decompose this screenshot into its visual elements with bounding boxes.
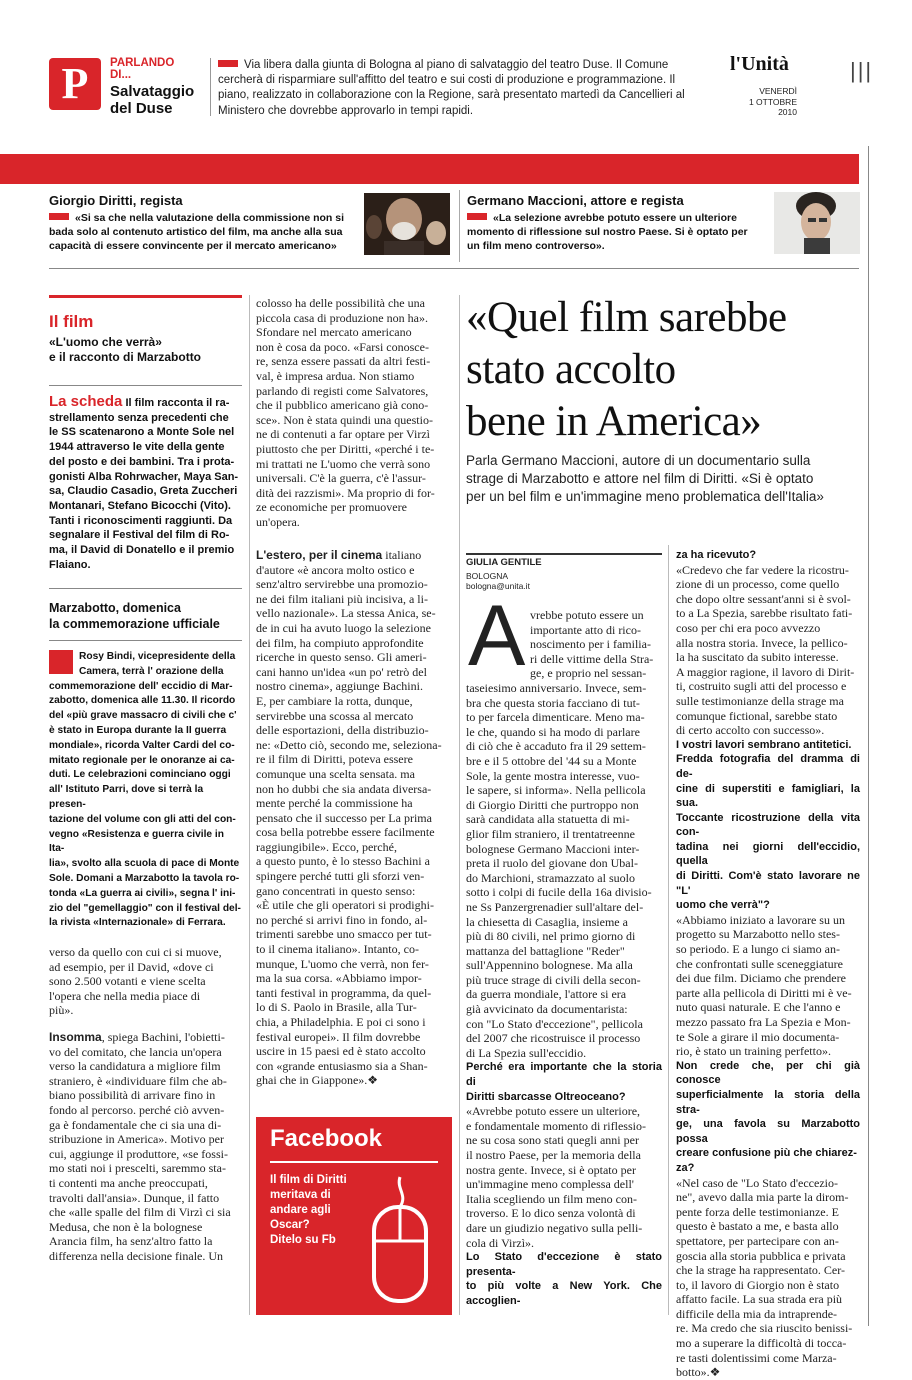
section-logo: P [49,58,101,110]
text-line: ma la sua corsa. «Abbiamo impor- [256,971,422,986]
text-line: colosso ha delle possibilità che una [256,296,425,310]
text-line: vello nazionale». La stessa Anica, se- [256,606,436,621]
text-line: mezzo passato fra La Spezia e Mon- [676,1015,851,1029]
text-line: Italia scegliendo un film meno con- [466,1191,637,1206]
question-line: Toccante ricostruzione della vita con- [676,811,860,839]
col-divider-1 [249,295,250,1315]
text-line: di certo accolto con successo». [676,723,825,738]
text-line: re il film di Diritti, poteva essere [256,752,413,767]
text-line: affatto facile. La sua strada era più [676,1292,843,1307]
text-line: to a La Spezia, sarebbe risultato fati- [676,606,853,621]
text-line: cui, aggiunge il produttore, «se fossi- [49,1146,228,1161]
text-line: piccola casa di produzione non ha». [256,310,428,325]
text-line: con «grande entusiasmo sia a Shan- [256,1058,428,1073]
text-line: botto».❖ [676,1365,721,1380]
byline-email[interactable]: bologna@unita.it [466,581,530,591]
text-line: zione di un processo, come quello [676,577,840,592]
text-line: comunque una scelta sensata. ma [256,766,415,781]
text-line: ge, e proprio nel sessan- [530,666,647,681]
headline: «Quel film sarebbe stato accolto bene in America» [466,294,787,445]
marzabotto-title: Marzabotto, domenica la commemorazione ufficiale [49,601,220,631]
text-line: un'opera. [256,514,300,529]
question-line: creare confusione più che chiarez- [676,1147,857,1160]
text-line: già avvicinato da documentarista: [466,1002,628,1017]
text-line: dare un giudizio negativo sulla pelli- [466,1220,643,1235]
text-line: preta il ruolo del giovane don Ubal- [466,856,638,871]
text-line: «È utile che gli operatori si prodighi- [256,898,434,913]
text-line: sulle testimonianze della strage ma [676,693,844,708]
text-line: spettatore, per partecipare con an- [676,1233,839,1248]
text-line: difficile della mia da intraprende- [676,1306,838,1321]
text-line: mente perché la commissione ha [256,796,413,811]
text-line: ne Ss Panzergrenadier sull'altare del- [466,899,644,914]
text-line: ghai che in Giappone».❖ [256,1073,379,1088]
text-line: munque, L'uomo che verrà, non fer- [256,956,429,971]
film-subtitle: «L'uomo che verrà» e il racconto di Marzabotto [49,335,202,364]
question-line: I vostri lavori sembrano antitetici. [676,738,852,751]
mouse-icon [368,1177,432,1307]
text-line: con "Lo Stato d'eccezione", pellicola [466,1016,643,1031]
text-line: to il cinema italiano». Intanto, co- [256,942,419,957]
text-line: a questo punto, è lo stesso Bachini a [256,854,430,869]
text-line: vo del comitato, che lancia un'opera [49,1044,222,1059]
facebook-box[interactable] [256,1117,452,1315]
text-line: un'immagine meno complessa dell' [466,1177,634,1192]
text-line: ne", avevo dalla mia parte la dirom- [676,1190,849,1205]
insomma-lead: Insomma [49,1029,102,1044]
masthead-logo: l'Unità [730,53,789,75]
text-line: pente forza delle testimonianze. E [676,1204,839,1219]
text-line: uscire in 15 paesi ed è stato accolto [256,1044,426,1059]
text-line: progetto su Marzabotto nello stes- [676,927,840,942]
scheda-label: La scheda [49,393,123,410]
text-line: mi trattati ne L'uomo che verrà sono [256,456,431,471]
text-line: ne su cosa sono stati quegli anni per [466,1133,639,1148]
text-line: cola di Virzì». [466,1235,535,1250]
text-line: comunque fictional, sarebbe stato [676,708,838,723]
text-line: ze economiche per promuovere [256,500,407,515]
sidebar-rule-3 [49,640,242,641]
text-line: ri delle vittime della Stra- [530,651,654,666]
issue-date: VENERDÌ 1 OTTOBRE 2010 [748,86,797,117]
text-line: di ciò che è accaduto fra il 29 settem- [466,739,646,754]
section-lead: L'estero, per il cinema italiano [256,548,422,562]
text-line: do Marchioni, stramazzato al suolo [466,870,635,885]
text-line: che confrontati sulle sceneggiature [676,956,843,971]
marzabotto-text: Rosy Bindi, vicepresidente della Camera, terrà l' orazione della commemorazione dell' eccidio di Mar- zabotto, domenica alle 11.30. Il ricordo del «più grave massacro di civili che c' è stato in Europa durante la II guerra mondiale», ricorda Valter Cardi del co- mitato regionale per le onoranze ai ca- duti. Le celebrazioni cominciano oggi all' Istituto Parri, dove si terrà la presen- tazione del volume con gli atti del con- vegno «Resistenza e guerra civile in Ita- lia», svolto alla scuola di pace di Monte Sole. Domani a Marzabotto la tavola ro- tonda «La guerra ai civili», segna l' ini- zio del "gemellaggio" con il festival del- la rivista «Internazionale» di Ferrara. [49,651,241,929]
text-line: ti, costruito sugli atti del processo e [676,679,847,694]
text-line: stribuzione in America». Motivo per [49,1132,224,1147]
text-line: differenza nella decisione finale. Un [49,1248,224,1263]
text-line: festival europei». Il film dovrebbe [256,1029,421,1044]
byline: GIULIA GENTILE BOLOGNA bologna@unita.it [466,558,662,592]
text-line: fondo al percorso. perché ciò avven- [49,1102,225,1117]
text-line: Arancia film, ha senz'altro fatto la [49,1234,213,1249]
text-line: sull'Appennino bolognese. Ma alla [466,958,633,973]
text-line: Sole, la gente mostra interesse, vuo- [466,768,640,783]
text-line: to, il lavoro di Giorgio non è stato [676,1277,840,1292]
question-line: tadina nei giorni dell'eccidio, quella [676,840,860,868]
text-line: dei due film. Diciamo che prendere [676,971,846,986]
question-line: Perché era importante che la storia di [466,1061,662,1089]
facebook-title: Facebook [270,1125,383,1152]
red-band [0,154,859,184]
text-line: non è cosa da poco. «Farsi conosce- [256,339,429,354]
text-line: so periodo. E a lungo ci siamo an- [676,942,840,957]
maccioni-photo [774,192,860,254]
column-4-text [676,548,860,1380]
text-line: la ha suscitato da subito interesse. [676,650,839,665]
text-line: che il pubblico americano già cono- [256,398,429,413]
text-line: biano possibilità di arrivare fino in [49,1088,216,1103]
text-line: «Nel caso de "Lo Stato d'eccezio- [676,1175,838,1190]
text-line: universali. C'è la guerra, c'è l'assur- [256,471,426,486]
question-line: za ha ricevuto? [676,549,757,561]
header-divider [210,58,211,116]
text-line: rio, è stato un training perfetto». [676,1044,831,1059]
insomma-line: Insomma, spiega Bachini, l'obietti- [49,1029,225,1044]
question-line: ge, una favola su Marzabotto possa [676,1118,860,1145]
text-line: importante atto di rico- [530,622,641,637]
text-line: ne di contenuti a far optare per Virzì [256,427,430,442]
text-line: gano concentrati in questo senso: [256,883,416,898]
question-line: uomo che verrà"? [676,899,770,912]
text-line: trimenti sarebbe uno smacco per tut- [256,927,432,942]
text-line: di Giorgio Diritti che purtroppo non [466,797,639,812]
text-line: goscia alla storia pubblica e privata [676,1248,846,1263]
text-line: ad esempio, per il David, «dove ci [49,959,214,974]
text-line: dità dei razzismi». Ma proprio di for- [256,485,435,500]
text-line: cosa bella potrebbe essere facilmente [256,825,435,840]
text-line: mo a superare la difficoltà di tocca- [676,1336,847,1351]
text-line: pensato che il successo per La prima [256,810,432,825]
text-line: ricerche in questo senso. Gli ameri- [256,650,427,665]
text-line: glior film straniero, il trentatreenne [466,826,635,841]
text-line: le sapere, si informa». Nella pellicola [466,783,646,798]
question-line: Fredda fotografia del dramma di de- [676,753,860,780]
sidebar-rule-2 [49,588,242,589]
dropcap: A [468,588,526,684]
question-line: superficialmente la storia della stra- [676,1088,860,1116]
text-line: cani hanno un'idea «un po' retrò del [256,664,427,679]
text-line: sotto i colpi di fucile della 16a divisio- [466,885,652,900]
byline-author: GIULIA GENTILE [466,557,542,568]
question-line: to più volte a New York. Che accoglien- [466,1280,662,1307]
text-line: «Abbiamo iniziato a lavorare su un [676,912,845,927]
page-marks: ||| [850,58,874,83]
text-line: no perché si arrivi fino in fondo, al- [256,912,428,927]
byline-rule [466,553,662,555]
text-line: verso da quello con cui ci si muove, [49,945,222,959]
text-line: nostro cinema», aggiunge Bachini. [256,679,423,694]
column-2b-text [256,548,452,1088]
text-line: non ho dubbi che sia andata diversa- [256,781,432,796]
text-line: sono 2.500 votanti e viene scelta [49,974,206,989]
text-line: verso la candidatura a migliore film [49,1059,221,1074]
text-line: «Avrebbe potuto essere un ulteriore, [466,1104,641,1119]
sidebar-rule-1 [49,385,242,386]
text-line: che dopo oltre sessant'anni si è svol- [676,591,851,606]
text-line: de in cui ha avuto luogo la selezione [256,620,431,635]
text-line: questo è bastato a me, e basta allo [676,1219,839,1234]
text-line: dei film, ha compiuto approfondite [256,635,424,650]
text-line: E, per cambiare la rotta, dunque, [256,693,413,708]
text-line: troverso. E lo dico senza volontà di [466,1206,636,1221]
facebook-rule [270,1161,438,1163]
text-line: sarà candidata alla statuetta di mi- [466,812,630,827]
text-line: Sfondare nel mercato americano [256,325,412,340]
text-line: chia, a Philadelphia. E poi ci sono i [256,1015,426,1029]
facebook-text: Il film di Diritti meritava di andare agli Oscar? Ditelo su Fb [270,1174,347,1246]
question-line: Diritti sbarcasse Oltreoceano? [466,1090,626,1103]
diritti-photo [364,193,450,255]
text-line: più truce strage di civili della secon- [466,972,641,987]
text-line: nostra gente. Invece, si è optato per [466,1162,636,1177]
dropcap-lines [530,608,662,681]
text-line: re tasti dolentissimi come Marza- [676,1350,837,1365]
text-line: re. Ma credo che sia riuscito benissi- [676,1321,853,1336]
text-line: alla nostra storia. Invece, la pellico- [676,635,848,650]
text-line: «Credevo che far vedere la ricostru- [676,562,849,577]
text-line: che «alle spalle del film di Virzì ci sia [49,1205,231,1220]
scheda-text: La scheda Il film racconta il ra- strellamento senza precedenti che le SS scatenarono a Monte Sole nel 1944 attraverso le vite della gente del posto e dei bambini. Tra i prota- gonisti Alba Rohrwacher, Maya San- sa, Claudio Casadio, Greta Zuccheri Montanari, Stefano Bicocchi (Vito). Tanti i riconoscimenti raggiunti. Da segnalare il Festival del film di Ro- ma, il David di Donatello e il premio Flaiano. [49,393,239,571]
header-news: Via libera dalla giunta di Bologna al piano di salvataggio del teatro Duse. Il Comune cercherà di risparmiare sull'affitto del teatro e sui costi di produzione e programmazione. Il piano, realizzato in collaborazione con la Regione, sarà presentato martedì da Cancellieri al Ministero che dovrebbe approvarlo in tempi rapidi. [218,59,685,117]
column-1-text [49,945,242,1263]
text-line: vrebbe potuto essere un [530,608,644,622]
text-line: bre e il 5 ottobre del '44 su a Monte [466,753,637,768]
text-line: straniero, è «individuare film che ab- [49,1073,227,1088]
text-line: raggiungibile». Ecco, perché, [256,839,397,854]
film-title: Il film [49,312,94,331]
text-line: taseiesimo anniversario. Invece, sem- [466,681,647,695]
text-line: del 2007 che ricostruisce il processo [466,1031,641,1046]
text-line: ti contenti ma anche preoccupati, [49,1175,208,1190]
section-title: Salvataggio del Duse [110,83,195,117]
section-kicker: PARLANDO DI... [110,57,175,81]
text-line: Medusa, che non è la bolognese [49,1219,203,1234]
text-line: mattanza del battaglione "Reder" [466,943,625,958]
text-line: ne dei film italiani più incisiva, a li- [256,591,428,606]
text-line: nuto quasi naturale. E che l'anno e [676,1000,841,1015]
text-line: la chiesetta di Casaglia, insieme a [466,914,628,929]
text-line: coso per chi era poco avvezzo [676,620,821,635]
text-line: servirebbe una scossa al mercato [256,708,414,723]
text-line: parlando di registi come Salvatores, [256,383,429,398]
text-line: noscimento per i familia- [530,637,651,652]
quotes-divider [459,190,460,262]
page-right-edge [868,146,869,1326]
text-line: mo stati noi i prescelti, saremmo sta- [49,1161,226,1176]
text-line: che la strage ha rappresentato. Cer- [676,1263,846,1278]
text-line: spingere perché tutti gli sforzi ven- [256,869,425,884]
col-divider-2 [459,295,460,1315]
text-line: sce». Non è stata quindi una questio- [256,412,433,427]
quote-maccioni: Germano Maccioni, attore e regista «La selezione avrebbe potuto essere un ulteriore momento di riflessione sul nostro Paese. Si è optato per un film meno controverso». [467,193,767,253]
question-line: Non crede che, per chi già conosce [676,1059,860,1087]
text-line: più». [49,1003,74,1018]
quote-name: Germano Maccioni, attore e regista [467,193,684,208]
text-line: ga è fondamentale che ci sia una di- [49,1117,222,1132]
text-line: e fondamentale momento di riflessio- [466,1118,646,1133]
text-line: più di 80 civili, nel primo giorno di [466,929,636,944]
text-line: bra che questa storia facciano di tut- [466,695,640,710]
deck: Parla Germano Maccioni, autore di un documentario sulla strage di Marzabotto e attore nel film di Diritti. «Si è optato per un bel film e un'immagine meno problematica dell'Italia» [466,453,824,504]
text-line: to per farcela dimenticare. Meno ma- [466,710,645,725]
column-2-text [256,296,452,530]
text-line: da guerra mondiale, l'attore si era [466,987,627,1002]
question-line: di Diritti. Com'è stato lavorare ne "L' [676,870,860,897]
text-line: piuttosto che per Diritti, «perché i te- [256,441,435,456]
quote-diritti: Giorgio Diritti, regista «Si sa che nella valutazione della commissione non si bada solo al contenuto artistico del film, ma anche alla sua capacità di essere convincente per il mercato americano» [49,193,359,253]
sidebar-film [49,295,242,365]
question-line: za? [676,1161,695,1174]
quote-name: Giorgio Diritti, regista [49,193,183,208]
text-line: delle esportazioni, della distribuzio- [256,723,429,738]
text-line: A maggior ragione, il lavoro di Dirit- [676,664,855,679]
text-line: travolti dall'ansia». Dunque, il fatto [49,1190,220,1205]
text-line: bolognese Germano Maccioni inter- [466,841,640,856]
text-line: senz'altro servirebbe una promozio- [256,577,428,592]
text-line: il nostro Paese, per la memoria della [466,1148,641,1162]
question-line: cine di superstiti e famigliari, la sua. [676,782,860,810]
text-line: tanti festival in programma, da quel- [256,985,432,1000]
column-3-text [466,681,662,1309]
text-line: le che, quando si ha modo di parlare [466,724,640,739]
question-line: Lo Stato d'eccezione è stato presenta- [466,1251,662,1278]
text-line: di La Spezia sull'eccidio. [466,1045,587,1060]
text-line: val, è impresa ardua. Non stiamo [256,368,415,383]
col-divider-3 [668,545,669,1315]
text-line: d'autore «è ancora molto ostico e [256,562,415,577]
text-line: ne: «Detto ciò, secondo me, seleziona- [256,737,442,752]
text-line: lo di S. Paolo in Brasile, alla Tur- [256,1000,417,1015]
text-line: re, senza essere passati da altri festi- [256,354,431,369]
text-line: parte alla pellicola di Diritti mi è ve- [676,985,852,1000]
text-line: te Sole a girare il mio documenta- [676,1029,840,1044]
text-line: l'opera che nella media piace di [49,988,201,1003]
quotes-bottom-rule [49,268,859,269]
